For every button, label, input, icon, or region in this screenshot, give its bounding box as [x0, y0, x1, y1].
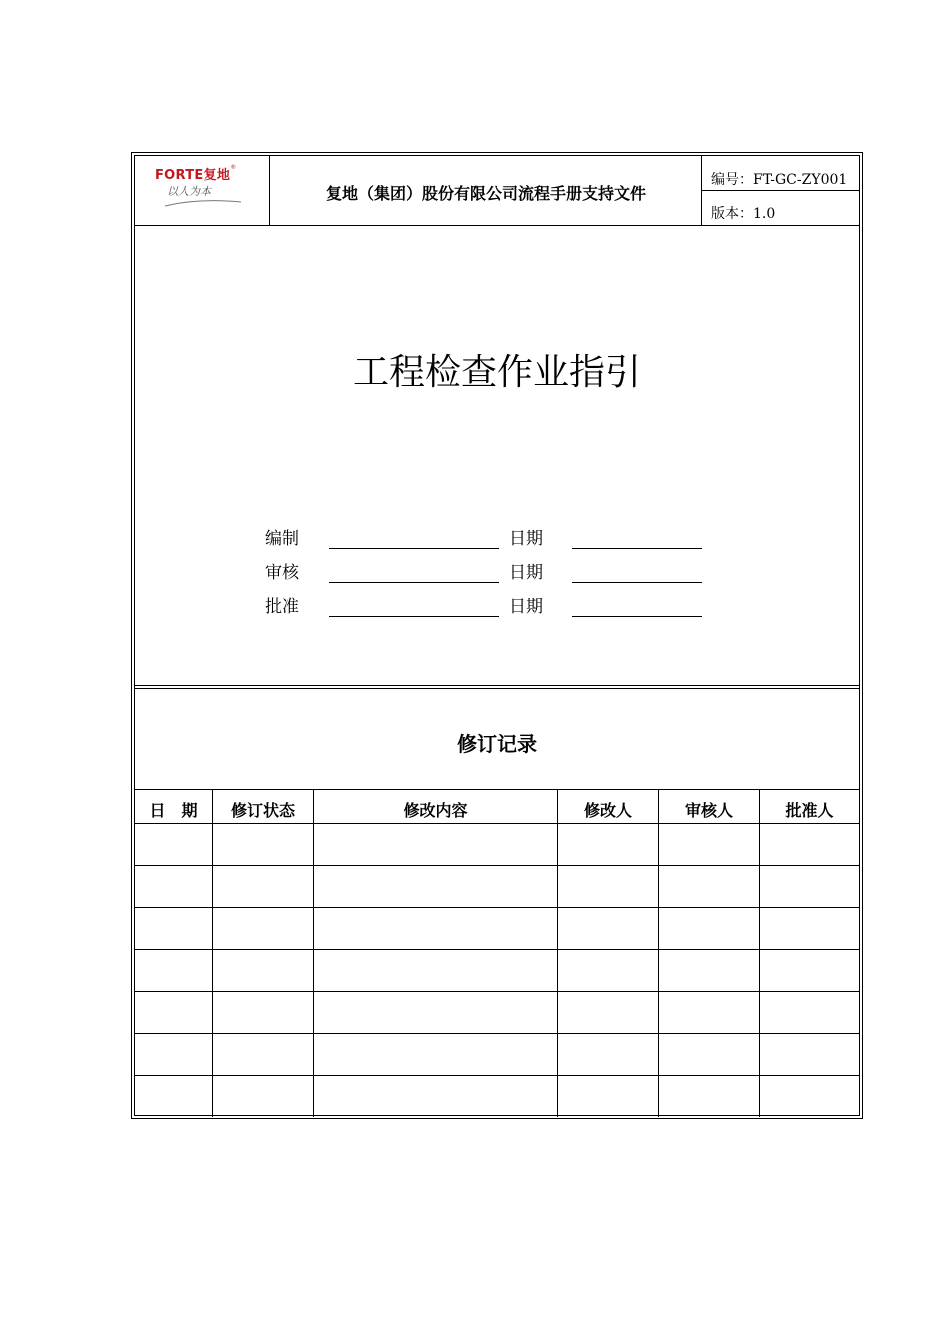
table-column-line [557, 789, 558, 1117]
date-line[interactable] [572, 548, 702, 549]
signature-role-label: 批准 [265, 597, 299, 617]
table-column-line [212, 789, 213, 1117]
logo-swoosh-icon [163, 196, 243, 210]
date-line[interactable] [572, 616, 702, 617]
table-line [135, 991, 859, 992]
column-header-content: 修改内容 [403, 801, 468, 820]
table-line [135, 823, 859, 824]
date-label: 日期 [509, 597, 543, 617]
header-divider-1 [269, 156, 270, 225]
column-header-modifier: 修改人 [583, 801, 632, 820]
table-column-line [658, 789, 659, 1117]
signature-line[interactable] [329, 582, 499, 583]
column-header-approver: 批准人 [785, 801, 834, 820]
signature-line[interactable] [329, 616, 499, 617]
table-line [135, 907, 859, 908]
table-line [135, 1033, 859, 1034]
document-number: 编号：FT-GC-ZY001 [711, 172, 848, 188]
date-label: 日期 [509, 563, 543, 583]
section-separator [135, 688, 859, 689]
header-mid-line [701, 190, 859, 191]
table-column-line [759, 789, 760, 1117]
column-header-status: 修订状态 [230, 801, 295, 820]
logo-slogan: 以人为本 [167, 185, 211, 198]
table-line [135, 789, 859, 790]
signature-line[interactable] [329, 548, 499, 549]
table-column-line [313, 789, 314, 1117]
company-logo: FORTE复地® [155, 164, 237, 183]
document-body [134, 155, 860, 1116]
company-title: 复地（集团）股份有限公司流程手册支持文件 [325, 184, 646, 203]
revision-record-title: 修订记录 [457, 732, 537, 756]
document-frame [131, 152, 863, 1119]
table-line [135, 865, 859, 866]
signature-role-label: 审核 [265, 563, 299, 583]
column-header-date: 日 期 [149, 801, 198, 820]
table-line [135, 949, 859, 950]
header-bottom-line [135, 225, 859, 226]
section-separator [135, 685, 859, 686]
column-header-reviewer: 审核人 [684, 801, 733, 820]
date-label: 日期 [509, 529, 543, 549]
table-line [135, 1075, 859, 1076]
document-version: 版本：1.0 [711, 206, 776, 222]
document-title: 工程检查作业指引 [352, 352, 641, 393]
signature-role-label: 编制 [265, 529, 299, 549]
date-line[interactable] [572, 582, 702, 583]
